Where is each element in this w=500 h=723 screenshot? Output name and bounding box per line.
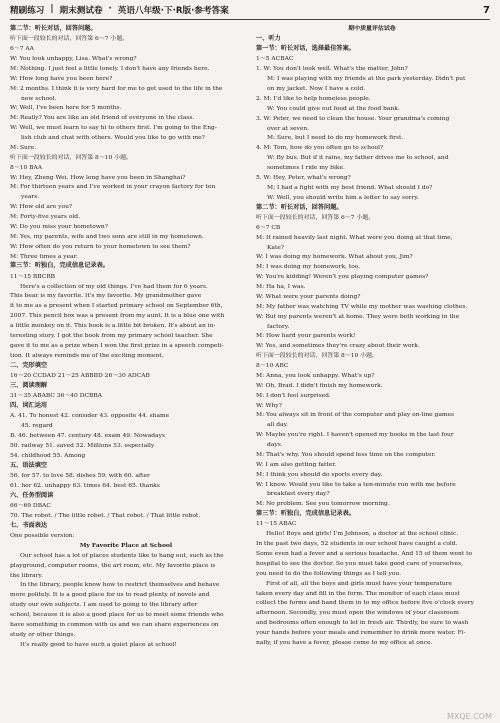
- header-separator: |: [50, 4, 54, 14]
- text-line: W: Well, I've been here for 5 months.: [10, 104, 122, 112]
- text-line: 1～5 ACBAC: [256, 55, 294, 63]
- text-line: school, because it is also a good place for us to meet some friends who: [10, 611, 224, 618]
- header-breadcrumb: [10, 4, 229, 16]
- text-line: 8～10 BAA: [10, 163, 43, 171]
- text-line: have something in common with us and we can share experiences on: [10, 620, 219, 628]
- text-line: W: Maybe you're right. I haven't opened my books in the last four: [256, 431, 454, 439]
- section-heading: 三、阅读理解: [10, 381, 48, 389]
- text-line: 听下面一段较长的对话，回答第 6～7 小题。: [256, 213, 375, 221]
- text-line: 3. W: Peter, we need to clean the house. Your grandma's coming: [256, 114, 450, 122]
- text-line: 1. W: You don't look well. What's the matter, John?: [256, 65, 408, 73]
- text-line: sometimes I ride my bike.: [267, 164, 345, 172]
- text-line: M: It rained heavily last night. What were you doing at that time,: [256, 233, 453, 241]
- header-subject: 英语八年级·下·R版·参考答案: [117, 6, 229, 16]
- section-heading: 四、词汇运用: [10, 401, 48, 409]
- text-line: M: How hard your parents work!: [256, 332, 356, 340]
- right-column: [256, 24, 488, 721]
- header-separator: ·: [108, 4, 112, 14]
- text-line: 4. M: Tom, how do you often go to school?: [256, 144, 384, 152]
- text-line: B. 46. between 47. century 48. exam 49. Nowadays: [10, 431, 165, 439]
- text-line: M: Forty-five years old.: [10, 213, 80, 221]
- text-line: W: How long have you been here?: [10, 74, 113, 82]
- text-line: you need to do the following things as I tell you.: [256, 569, 402, 577]
- text-line: years.: [21, 193, 40, 201]
- text-line: A. 41. To honest 42. consider 43. opposite 44. shame: [10, 412, 170, 420]
- page-number: 7: [483, 4, 490, 16]
- text-line: the library.: [10, 571, 43, 579]
- text-line: W: You're kidding! Weren't you playing computer games?: [256, 273, 429, 281]
- text-line: 31～35 ABABC 36～40 DCBBA: [10, 392, 103, 400]
- text-line: 16～20 CCDAD 21～25 ABBBD 26～30 ADCAB: [10, 371, 150, 379]
- watermark: MXQE.COM: [446, 712, 492, 721]
- text-line: W: I am also getting fatter.: [256, 460, 337, 468]
- text-line: M: That's why. You should spend less time on the computer.: [256, 450, 436, 458]
- text-line: Some even had a fever and a serious headache. And 15 of them went to: [256, 550, 473, 558]
- text-line: over at seven.: [267, 124, 310, 132]
- text-line: 听下面一段较长的对话，回答第 6～7 小题。: [10, 35, 129, 43]
- text-line: 11～15 BBCBB: [10, 272, 56, 280]
- text-line: M: Three times a year.: [10, 252, 78, 260]
- text-line: 61. her 62. unhappy 63. times 64. best 65. thanks: [10, 481, 160, 489]
- text-line: W: Why?: [256, 401, 282, 409]
- text-line: M: I think you should do sports every day.: [256, 470, 383, 478]
- text-line: on my jacket. Now I have a cold.: [267, 85, 366, 93]
- text-line: Our school has a lot of places students like to hang out, such as the: [20, 551, 224, 559]
- text-line: W: By bus. But if it rains, my father drives me to school, and: [267, 154, 449, 162]
- text-line: 6～7 AA: [10, 45, 34, 53]
- text-line: and bedrooms often enough to let in fresh air. Thirdly, be sure to wash: [256, 619, 469, 627]
- text-line: study our own subjects. I am used to going to the library after: [10, 601, 198, 609]
- text-line: lish club and chat with others. Would you like to go with me?: [21, 134, 205, 142]
- text-line: your hands before your meals and remember to drink more water. Fi-: [256, 629, 466, 637]
- text-line: 11～15 ABAC: [256, 520, 297, 528]
- essay-title: 期中质量评估试卷: [348, 25, 396, 32]
- text-line: M: No problem. See you tomorrow morning.: [256, 500, 390, 508]
- left-column: [10, 24, 242, 721]
- text-line: W: Well, you should write him a letter to say sorry.: [267, 193, 419, 201]
- text-line: gave it to me as a prize when I won the first prize in a speech competi-: [10, 341, 224, 349]
- text-line: taken every day and fill in the form. The monitor of each class must: [256, 589, 460, 597]
- header-section: 期末测试卷: [59, 6, 103, 16]
- text-line: 6～7 CB: [256, 223, 281, 231]
- text-line: 2. M: I'd like to help homeless people.: [256, 94, 371, 102]
- text-line: afternoon. Secondly, you must open the windows of your classroom: [256, 609, 459, 617]
- text-line: Here's a collection of my old things. I've had them for 6 years.: [20, 282, 208, 290]
- text-line: W: I know. Would you like to take a ten-minute run with me before: [256, 480, 456, 488]
- text-line: In the library, people know how to restrict themselves and behave: [20, 581, 220, 589]
- text-line: Kate?: [267, 243, 285, 251]
- text-line: M: You always sit in front of the computer and play on-line games: [256, 411, 455, 419]
- text-line: a little monkey on it. This book is a little bit broken. It's about an in-: [10, 322, 216, 330]
- text-line: M: 2 months. I think it is very hard for me to get used to the life in the: [10, 84, 223, 92]
- text-line: M: Yes, my parents, wife and two sons are still in my hometown.: [10, 232, 204, 240]
- section-heading: 第二节：听长对话，回答问题。: [256, 203, 343, 211]
- text-line: 5. W: Hey, Peter, what's wrong?: [256, 173, 351, 181]
- text-line: 54. childhood 55. Among: [10, 451, 86, 459]
- text-line: M: Nothing. I just feel a little lonely. I don't have any friends here.: [10, 64, 210, 72]
- text-line: W: But my parents weren't at home. They were both working in the: [256, 312, 460, 320]
- text-line: One possible version:: [10, 532, 75, 539]
- section-heading: 二、完形填空: [10, 361, 48, 369]
- text-line: W: Well, we must learn to say hi to others first. I'm going to the Eng-: [10, 124, 217, 132]
- text-line: tion. It always reminds me of the exciting moment.: [10, 351, 164, 359]
- text-line: M: Sure.: [10, 143, 37, 151]
- section-heading: 一、听力: [256, 34, 281, 42]
- text-line: W: You look unhappy, Lisa. What's wrong?: [10, 55, 137, 63]
- text-line: factory.: [267, 322, 290, 330]
- text-line: M: My father was watching TV while my mother was washing clothes.: [256, 302, 468, 310]
- text-line: Hello! Boys and girls! I'm Johnson, a doctor at the school clinic.: [266, 530, 459, 538]
- text-line: more politely. It is a good place for us to read plenty of novels and: [10, 591, 210, 599]
- text-line: M: I was playing with my friends at the park yesterday. Didn't put: [267, 75, 466, 83]
- text-line: W: How often do you return to your hometown to see them?: [10, 242, 191, 250]
- text-line: days.: [267, 441, 283, 449]
- text-line: nally, if you have a fever, please come to my office at once.: [256, 638, 433, 646]
- section-heading: 六、任务型阅读: [10, 491, 54, 499]
- text-line: W: How old are you?: [10, 203, 73, 211]
- text-line: W: Yes, and sometimes they're crazy about their work.: [256, 342, 420, 350]
- text-line: teresting story. I got the book from my primary school teacher. She: [10, 331, 213, 339]
- section-heading: 第二节：听长对话，回答问题。: [10, 25, 97, 32]
- section-heading: 第三节：听独白，完成信息记录表。: [256, 510, 355, 518]
- text-line: new school.: [21, 94, 57, 102]
- text-line: W: I was doing my homework. What about you, Jim?: [256, 253, 413, 261]
- text-line: W: You could give out food at the food bank.: [267, 104, 400, 112]
- text-line: 8～10 ABC: [256, 362, 289, 370]
- text-line: W: Do you miss your hometown?: [10, 222, 108, 230]
- text-line: study or other things.: [10, 630, 76, 638]
- text-line: M: I had a fight with my best friend. What should I do?: [267, 183, 433, 191]
- header-series: 精刷练习: [10, 6, 45, 16]
- text-line: hospital to see the doctor. So you must take good care of yourselves,: [256, 559, 464, 567]
- section-heading: 五、语法填空: [10, 461, 48, 469]
- text-line: M: For thirteen years and I've worked in your crayon factory for ten: [10, 183, 216, 191]
- text-line: 50. railway 51. saved 52. Millions 53. especially: [10, 441, 155, 449]
- text-line: 66～69 DBAC: [10, 501, 51, 509]
- text-line: M: Anna, you look unhappy. What's up?: [256, 371, 375, 379]
- section-heading: 七、书面表达: [10, 521, 48, 529]
- text-line: W: Hey, Zheng Wei. How long have you been in Shanghai?: [10, 173, 186, 181]
- text-line: In the past two days, 52 students in our school have caught a cold.: [256, 540, 458, 548]
- text-line: playground, computer rooms, the art room, etc. My favorite place is: [10, 561, 216, 569]
- text-line: 2007. This pencil box was a present from my aunt. It is a blue one with: [10, 312, 225, 320]
- text-line: M: Really? You are like an old friend of everyone in the class.: [10, 114, 195, 122]
- text-line: 45. regard: [21, 422, 53, 430]
- text-line: This bear is my favorite. It's my favorite. My grandmother gave: [10, 292, 202, 300]
- text-line: M: I don't feel surprised.: [256, 391, 331, 399]
- text-line: M: Ha ha, I was.: [256, 283, 306, 291]
- page-header: [10, 2, 490, 20]
- text-line: First of all, all the boys and girls must have your temperature: [266, 579, 453, 587]
- essay-title: My Favorite Place at School: [79, 541, 173, 549]
- text-line: 听下面一段较长的对话，回答第 8～10 小题。: [256, 352, 378, 360]
- text-line: it to me as a present when I started primary school on September 6th,: [10, 302, 223, 310]
- text-line: breakfast every day?: [267, 490, 330, 498]
- text-line: all day.: [267, 421, 289, 429]
- section-heading: 第一节：听长对话，选择最佳答案。: [256, 45, 355, 53]
- text-line: 70. The robot. / The little robot. / That robot. / That little robot.: [10, 511, 201, 519]
- text-line: W: Oh, Brad. I didn't finish my homework.: [256, 381, 383, 389]
- text-line: 听下面一段较长的对话，回答第 8～10 小题。: [10, 153, 132, 161]
- text-line: It's really good to have such a quiet place at school!: [20, 640, 177, 648]
- text-line: M: Sure, but I need to do my homework first.: [267, 134, 404, 142]
- text-line: collect the forms and hand them in to my office before five o'clock every: [256, 599, 474, 607]
- section-heading: 第三节：听独白，完成信息记录表。: [10, 262, 109, 270]
- text-line: M: I was doing my homework, too.: [256, 263, 361, 271]
- text-line: 56. for 57. to love 58. dishes 59. with 60. after: [10, 471, 150, 479]
- text-line: W: What were your parents doing?: [256, 292, 361, 300]
